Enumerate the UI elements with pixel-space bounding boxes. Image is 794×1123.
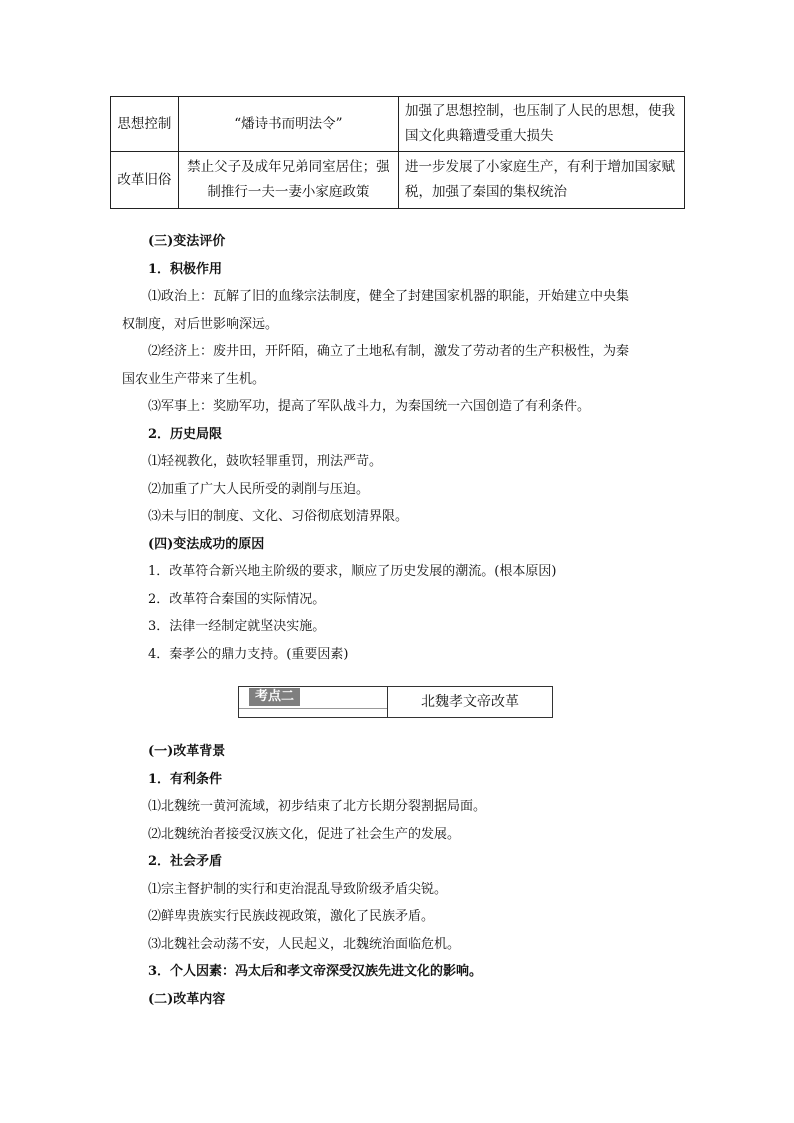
subheading: 3．个人因素：冯太后和孝文帝深受汉族先进文化的影响。 (148, 964, 483, 979)
section-heading: (一)改革背景 (148, 744, 226, 759)
list-item: ⑵北魏统治者接受汉族文化，促进了社会生产的发展。 (148, 826, 461, 842)
section-evaluation (122, 228, 688, 668)
tag-underline (239, 708, 387, 709)
table-cell-category: 改革旧俗 (111, 152, 179, 209)
list-item: ⑶北魏社会动荡不安，人民起义，北魏统治面临危机。 (148, 936, 461, 952)
topic-header-box (238, 686, 553, 718)
section-heading: (四)变法成功的原因 (148, 536, 265, 552)
list-item: ⑴轻视教化，鼓吹轻罪重罚，刑法严苛。 (148, 454, 383, 469)
paragraph-line: ⑴政治上：瓦解了旧的血缘宗法制度，健全了封建国家机器的职能，开始建立中央集 (148, 289, 630, 304)
paragraph-line: ⑵经济上：废井田，开阡陌，确立了土地私有制，激发了劳动者的生产积极性，为秦 (148, 344, 630, 359)
subheading: 2．历史局限 (148, 426, 223, 442)
subheading: 1．有利条件 (148, 771, 223, 787)
topic-tag: 考点二 (249, 688, 300, 706)
subheading: 1．积极作用 (148, 261, 223, 277)
subheading: 2．社会矛盾 (148, 854, 223, 869)
paragraph-line: 权制度，对后世影响深远。 (122, 316, 279, 332)
list-item: ⑵鲜卑贵族实行民族歧视政策，激化了民族矛盾。 (148, 909, 435, 924)
list-item: 4．秦孝公的鼎力支持。(重要因素) (148, 646, 349, 662)
table-row (111, 152, 685, 209)
topic-tag-area (239, 687, 388, 717)
list-item: ⑵加重了广大人民所受的剥削与压迫。 (148, 481, 370, 497)
list-item: ⑴宗主督护制的实行和吏治混乱导致阶级矛盾尖锐。 (148, 881, 448, 897)
table-cell-measure: “燔诗书而明法令” (178, 97, 398, 152)
section-heading: (二)改革内容 (148, 991, 226, 1007)
table-cell-measure: 禁止父子及成年兄弟同室居住；强制推行一夫一妻小家庭政策 (178, 152, 398, 209)
topic-title: 北魏孝文帝改革 (421, 694, 519, 710)
list-item: 3．法律一经制定就坚决实施。 (148, 619, 326, 634)
policy-table (110, 96, 685, 209)
list-item: ⑶未与旧的制度、文化、习俗彻底划清界限。 (148, 509, 409, 524)
table-row (111, 97, 685, 152)
section-beiwei (148, 738, 688, 1013)
list-item: 1．改革符合新兴地主阶级的要求，顺应了历史发展的潮流。(根本原因) (148, 564, 557, 579)
paragraph-line: 国农业生产带来了生机。 (122, 371, 266, 387)
table-cell-effect: 进一步发展了小家庭生产，有利于增加国家赋税，加强了秦国的集权统治 (399, 152, 685, 209)
section-heading: (三)变法评价 (148, 234, 226, 249)
table-cell-category: 思想控制 (111, 97, 179, 152)
list-item: ⑴北魏统一黄河流域，初步结束了北方长期分裂割据局面。 (148, 799, 487, 814)
paragraph-line: ⑶军事上：奖励军功，提高了军队战斗力，为秦国统一六国创造了有利条件。 (148, 399, 591, 414)
list-item: 2．改革符合秦国的实际情况。 (148, 591, 326, 607)
table-cell-effect: 加强了思想控制，也压制了人民的思想，使我国文化典籍遭受重大损失 (399, 97, 685, 152)
